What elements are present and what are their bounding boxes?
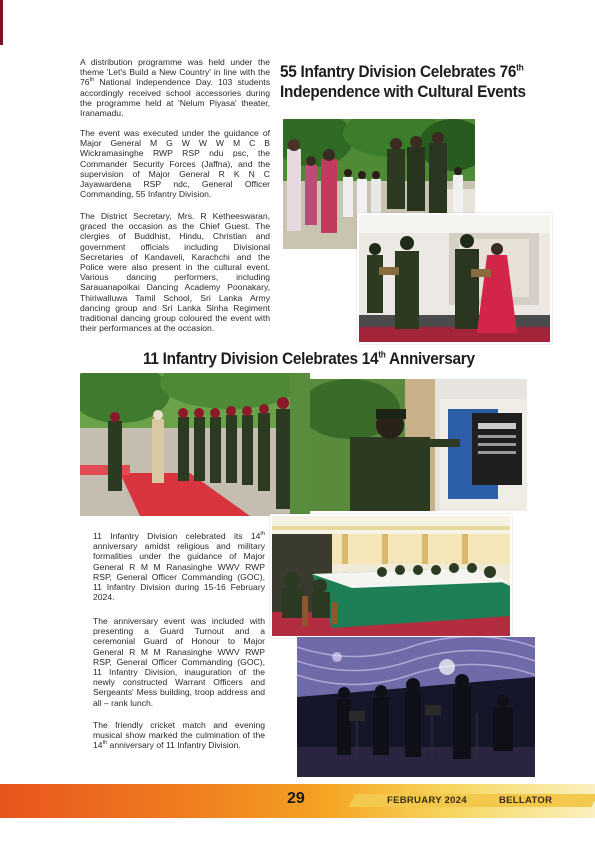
photo-rank-lunch xyxy=(270,514,512,638)
article2-paragraph-2: The anniversary event was included with presenting a Guard Turnout and a ceremonial Guard of Honour to Major General R M M Ranasinghe WWV RWP RSP, General Officer Commanding (GOC), 11 Infantry Division, inauguration of the newly constructed Warrant Officers and Sergeants' Mess building, troop address and all – rank lunch. xyxy=(93,616,265,708)
issue-date: FEBRUARY 2024 xyxy=(387,795,467,806)
article1-paragraph-2: The event was executed under the guidance of Major General M G W W W M C B Wickramasinghe RWP RSP ndu psc, the Commander Security Forces (Jaffna), and the supervision of Major General R K N C Jayawardena RSP ndc, General Officer Commanding, 55 Infantry Division. xyxy=(80,128,270,200)
article2-paragraph-1: 11 Infantry Division celebrated its 14th anniversary amidst religious and military formalities under the guidance of Major General R M M Ranasinghe WWV RWP RSP, General Officer Commanding (GOC), 11 Infantry Division during 15-16 February 2024. xyxy=(93,531,265,603)
photo-musical-show xyxy=(297,637,535,777)
left-edge-marker xyxy=(0,0,3,45)
article1-paragraph-3: The District Secretary, Mrs. R Ketheeswaran, graced the occasion as the Chief Guest. The clergies of Buddhist, Hindu, Christian and government officials including Divisional Secretaries of Kandaveli, Karachchi and the Police were also present in the cultural event. Various dancing performers, including Sarauanapoikai Dancing Academy Poonakary, Thiriwalluwa Tamil School, Sri Lanka Army dancing group and Sri Lanka Sinha Regiment traditional dancing group coloured the event with their performances at the occasion. xyxy=(80,211,270,334)
article1-paragraph-1: A distribution programme was held under the theme 'Let's Build a New Country' in line with the 76th National Independence Day. 103 students accordingly received school accessories during the programme held at 'Nelum Piyasa' theater, Iranamadu. xyxy=(80,57,270,119)
page-number: 29 xyxy=(287,790,305,807)
article2-title: 11 Infantry Division Celebrates 14th Anniversary xyxy=(143,349,475,368)
photo-plaque-unveiling xyxy=(310,379,527,511)
photo-award-presentation xyxy=(357,213,552,344)
magazine-name: BELLATOR xyxy=(499,795,553,806)
article1-title: 55 Infantry Division Celebrates 76th Independence with Cultural Events xyxy=(280,62,526,101)
photo-guard-of-honour xyxy=(80,373,310,516)
footer-title-strip xyxy=(348,794,595,807)
article2-paragraph-3: The friendly cricket match and evening musical show marked the culmination of the 14th anniversary of 11 Infantry Division. xyxy=(93,720,265,751)
